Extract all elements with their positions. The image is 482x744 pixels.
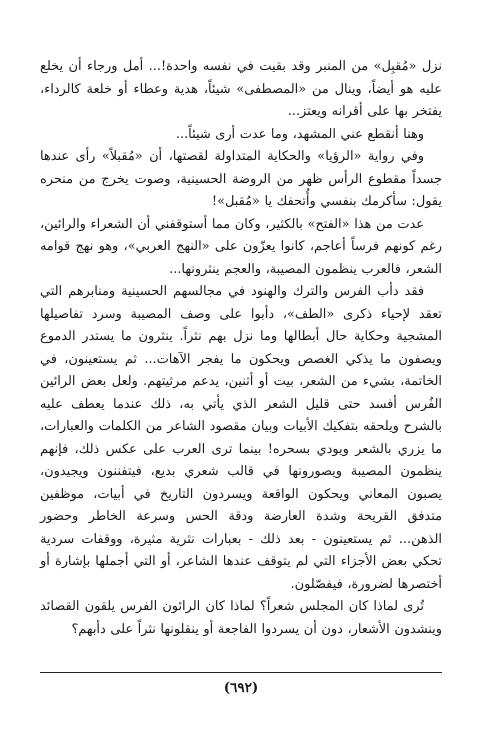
book-page	[40, 56, 442, 716]
paragraph: فقد دأب الفرس والترك والهنود في مجالسهم الحسينية ومنابرهم التي تعقد لإحياء ذكرى «الطف»، دأبوا على وصف المصيبة وسرد تفاصيلها المشجية وحكاية حال أبطالها وما نزل بهم نثراً. ينثرون ما يستدر الدموع ويصفون ما يذكي الغصص ويحكون ما يفجر الآهات... ثم يستعينون، في الخاتمة، بشيء من الشعر، بيت أو أثنين، يدعم مرثيتهم. ولعل بعض الرائين الفُرس أفسد حتى قليل الشعر الذي يأتي به، ذلك عندما يعطف عليه بالشرح ويلحقه بتفكيك الأبيات وبيان مقصود الشاعر من الكلمات والعبارات، ما يزري بالشعر ويودي بسحره! بينما ترى العرب على عكس ذلك، فإنهم ينظمون المصيبة ويصورونها في قالب شعري بديع، فيتفننون ويجيدون، يصبون المعاني ويحكون الواقعة ويسردون التاريخ في أبيات، موظفين متدفق القريحة وشدة العارضة ودقة الحس وسرعة الخاطر وحضور الذهن... ثم يستعينون - بعد ذلك - بعبارات نثرية مثيرة، ووقفات سردية تحكي بعض الأجزاء التي لم يتوقف عندها الشاعر، أو التي أجملها بإشارة أو أختصرها لضرورة، فيفصّلون.	[40, 284, 442, 592]
paragraph: تُرى لماذا كان المجلس شعراً؟ لماذا كان الرائون الفرس يلقون القصائد وينشدون الأشعار، دون أن يسردوا الفاجعة أو ينقلونها نثراً على دأبهم؟	[40, 599, 442, 637]
page-body	[40, 56, 442, 662]
page-number: (٦٩٢)	[223, 680, 259, 696]
footer-divider	[40, 672, 442, 673]
paragraph: وهنا أنقطع عني المشهد، وما عدت أرى شيئاً...	[175, 126, 424, 142]
paragraph: عدت من هذا «الفتح» بالكثير، وكان مما أستوقفني أن الشعراء والرائين، رغم كونهم فرساً أعاجم، كانوا يعزّون على «النهج العربي»، وهو نهج قوامه الشعر، فالعرب ينظمون المصيبة، والعجم ينثرونها...	[40, 216, 442, 277]
paragraph: وفي رواية «الرؤيا» والحكاية المتداولة لقصتها، أن «مُقبلاً» رأى عندها جسداً مقطوع الرأس ظهر من الروضة الحسينية، وصوت يخرج من منحره يقول: سأكرمك بنفسي وأُتحفك يا «مُقبل»!	[40, 149, 442, 209]
paragraph: نزل «مُقبِل» من المنبر وقد بقيت في نفسه واحدة!... أمل ورجاء أن يخلع عليه هو أيضاً، وينال من «المصطفى» شيئاً، هدية وعطاء أو خلعة كالرداء، يفتخر بها على أقرانه ويعتز...	[40, 59, 442, 119]
page-footer	[40, 672, 442, 706]
